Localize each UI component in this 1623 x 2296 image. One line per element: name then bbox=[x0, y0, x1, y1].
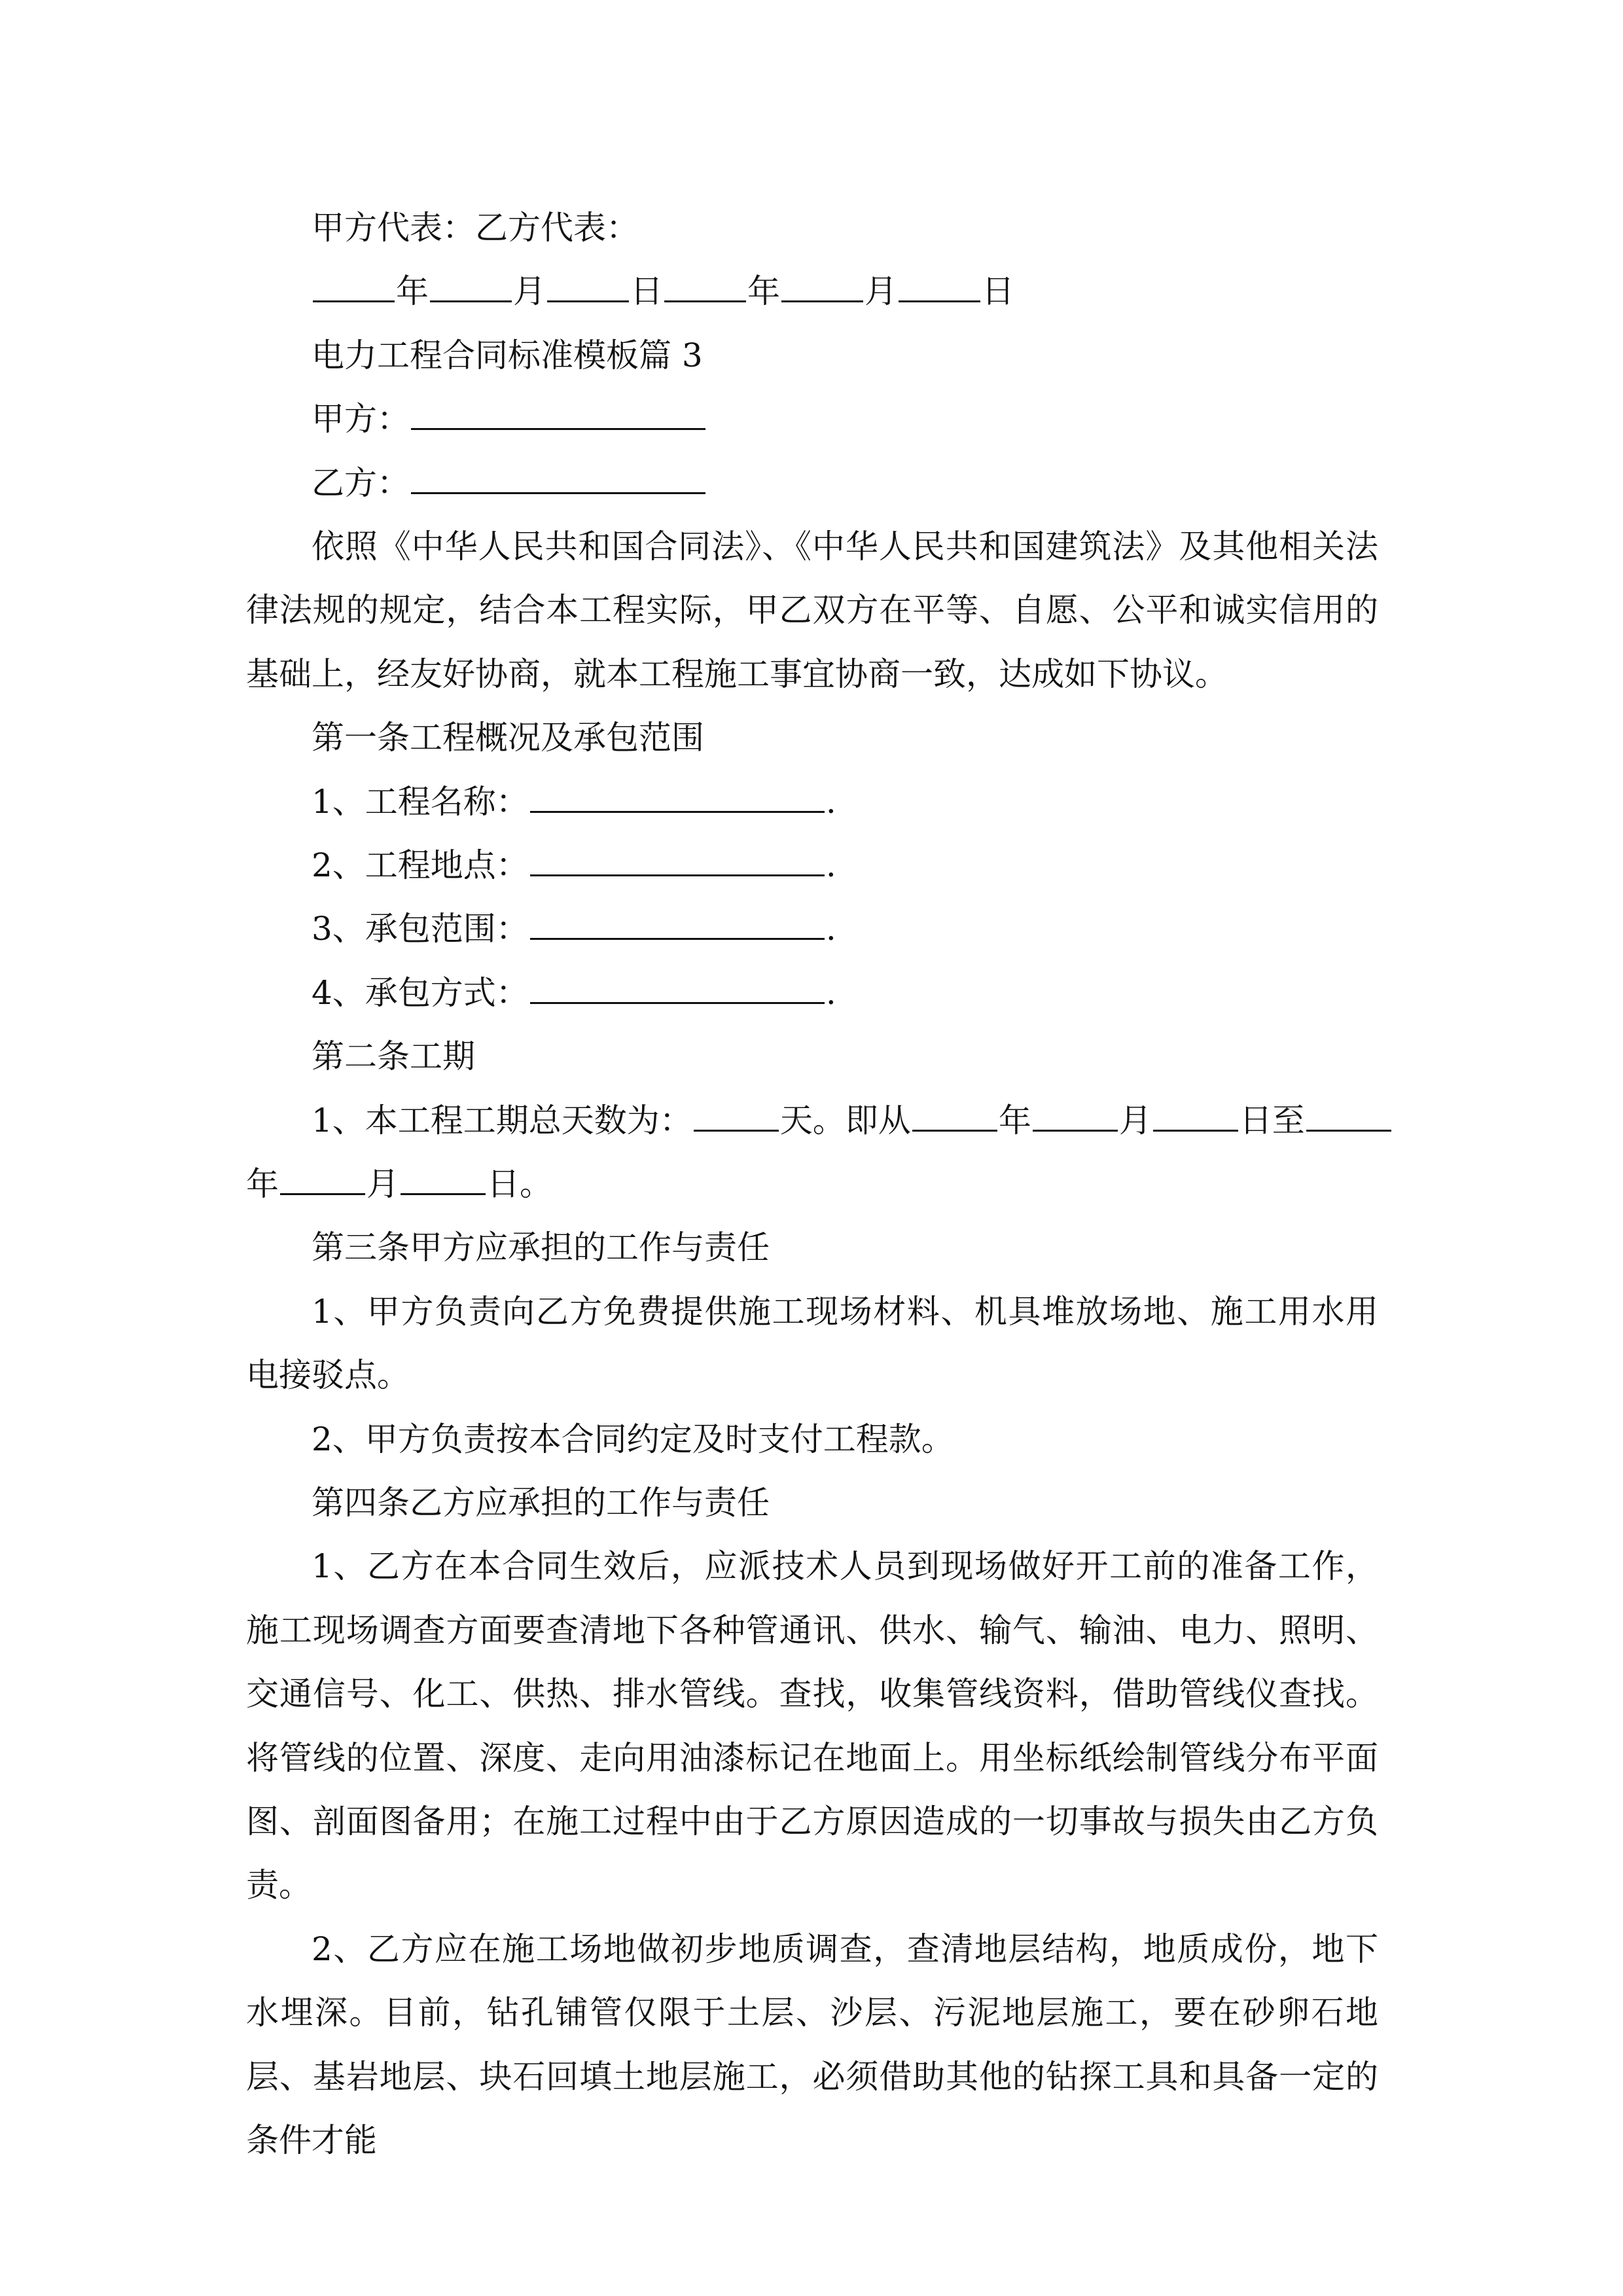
party-a-label: 甲方： bbox=[312, 400, 410, 439]
article1-item bbox=[246, 961, 1378, 1025]
article3-item-1: 1、甲方负责向乙方免费提供施工现场材料、机具堆放场地、施工用水用电接驳点。 bbox=[246, 1292, 1378, 1395]
party-b-label: 乙方： bbox=[312, 463, 410, 502]
start-year-unit: 年 bbox=[998, 1101, 1031, 1139]
contract-scope-label: 3、承包范围： bbox=[312, 910, 529, 948]
start-month-unit: 月 bbox=[1118, 1101, 1152, 1139]
end-year-blank[interactable] bbox=[1306, 1096, 1391, 1132]
article1-item bbox=[246, 834, 1378, 897]
signature-labels: 甲方代表：乙方代表： bbox=[312, 209, 639, 247]
end-year-unit: 年 bbox=[246, 1164, 279, 1203]
days-blank[interactable] bbox=[694, 1096, 779, 1132]
day-blank[interactable] bbox=[547, 266, 629, 302]
duration-line bbox=[246, 1089, 1378, 1153]
month-blank[interactable] bbox=[430, 266, 512, 302]
article3-title bbox=[246, 1216, 1378, 1280]
project-name-blank[interactable] bbox=[530, 777, 825, 813]
period: . bbox=[825, 910, 836, 948]
party-b-line bbox=[246, 452, 1378, 515]
party-b-blank[interactable] bbox=[411, 458, 705, 494]
section-title bbox=[246, 324, 1378, 387]
section-title-text: 电力工程合同标准模板篇 3 bbox=[312, 336, 703, 374]
end-month-blank[interactable] bbox=[280, 1159, 365, 1195]
month-unit: 月 bbox=[513, 272, 546, 311]
party-a-line bbox=[246, 387, 1378, 451]
month-unit-2: 月 bbox=[865, 272, 897, 311]
period: . bbox=[825, 782, 836, 821]
contract-method-label: 4、承包方式： bbox=[312, 973, 529, 1012]
date-line bbox=[246, 260, 1378, 323]
day-unit: 日 bbox=[630, 272, 663, 311]
article4-title bbox=[246, 1471, 1378, 1535]
article1-title bbox=[246, 706, 1378, 770]
article3-title-text: 第三条甲方应承担的工作与责任 bbox=[312, 1229, 770, 1267]
project-location-blank[interactable] bbox=[530, 840, 825, 876]
end-month-unit: 月 bbox=[366, 1164, 399, 1203]
signature-line bbox=[246, 196, 1378, 260]
article1-item bbox=[246, 897, 1378, 961]
day-unit-2: 日 bbox=[982, 272, 1014, 311]
party-a-blank[interactable] bbox=[411, 394, 705, 430]
article1-title-text: 第一条工程概况及承包范围 bbox=[312, 719, 704, 757]
duration-line-cont bbox=[246, 1153, 1378, 1216]
duration-label: 1、本工程工期总天数为： bbox=[312, 1101, 692, 1139]
start-day-blank[interactable] bbox=[1153, 1096, 1238, 1132]
period: . bbox=[825, 973, 836, 1012]
start-day-unit: 日至 bbox=[1239, 1101, 1305, 1139]
article2-title bbox=[246, 1025, 1378, 1088]
project-name-label: 1、工程名称： bbox=[312, 782, 529, 821]
article4-title-text: 第四条乙方应承担的工作与责任 bbox=[312, 1483, 770, 1522]
year-unit: 年 bbox=[396, 272, 429, 311]
document-body bbox=[246, 196, 1378, 2172]
year-blank[interactable] bbox=[313, 266, 395, 302]
project-location-label: 2、工程地点： bbox=[312, 846, 529, 884]
year-blank-2[interactable] bbox=[664, 266, 746, 302]
day-blank-2[interactable] bbox=[899, 266, 980, 302]
contract-scope-blank[interactable] bbox=[530, 904, 825, 940]
preamble-paragraph: 依照《中华人民共和国合同法》、《中华人民共和国建筑法》及其他相关法律法规的规定，结合本工程实际，甲乙双方在平等、自愿、公平和诚实信用的基础上，经友好协商，就本工程施工事宜协商一致，达成如下协议。 bbox=[246, 527, 1378, 693]
end-day-unit: 日。 bbox=[487, 1164, 552, 1203]
year-unit-2: 年 bbox=[747, 272, 780, 311]
end-day-blank[interactable] bbox=[401, 1159, 486, 1195]
article4-item-1: 1、乙方在本合同生效后，应派技术人员到现场做好开工前的准备工作，施工现场调查方面要查清地下各种管通讯、供水、输气、输油、电力、照明、交通信号、化工、供热、排水管线。查找，收集管线资料，借助管线仪查找。将管线的位置、深度、走向用油漆标记在地面上。用坐标纸绘制管线分布平面图、剖面图备用；在施工过程中由于乙方原因造成的一切事故与损失由乙方负责。 bbox=[246, 1547, 1378, 1905]
start-year-blank[interactable] bbox=[912, 1096, 997, 1132]
contract-method-blank[interactable] bbox=[530, 968, 825, 1004]
article3-item-2: 2、甲方负责按本合同约定及时支付工程款。 bbox=[312, 1420, 954, 1458]
article2-title-text: 第二条工期 bbox=[312, 1037, 475, 1076]
days-unit: 天。即从 bbox=[779, 1101, 911, 1139]
article4-item-2: 2、乙方应在施工场地做初步地质调查，查清地层结构，地质成份，地下水埋深。目前，钻孔铺管仅限于土层、沙层、污泥地层施工，要在砂卵石地层、基岩地层、块石回填土地层施工，必须借助其他的钻探工具和具备一定的条件才能 bbox=[246, 1929, 1378, 2159]
month-blank-2[interactable] bbox=[781, 266, 863, 302]
start-month-blank[interactable] bbox=[1033, 1096, 1118, 1132]
article1-item bbox=[246, 770, 1378, 834]
period: . bbox=[825, 846, 836, 884]
